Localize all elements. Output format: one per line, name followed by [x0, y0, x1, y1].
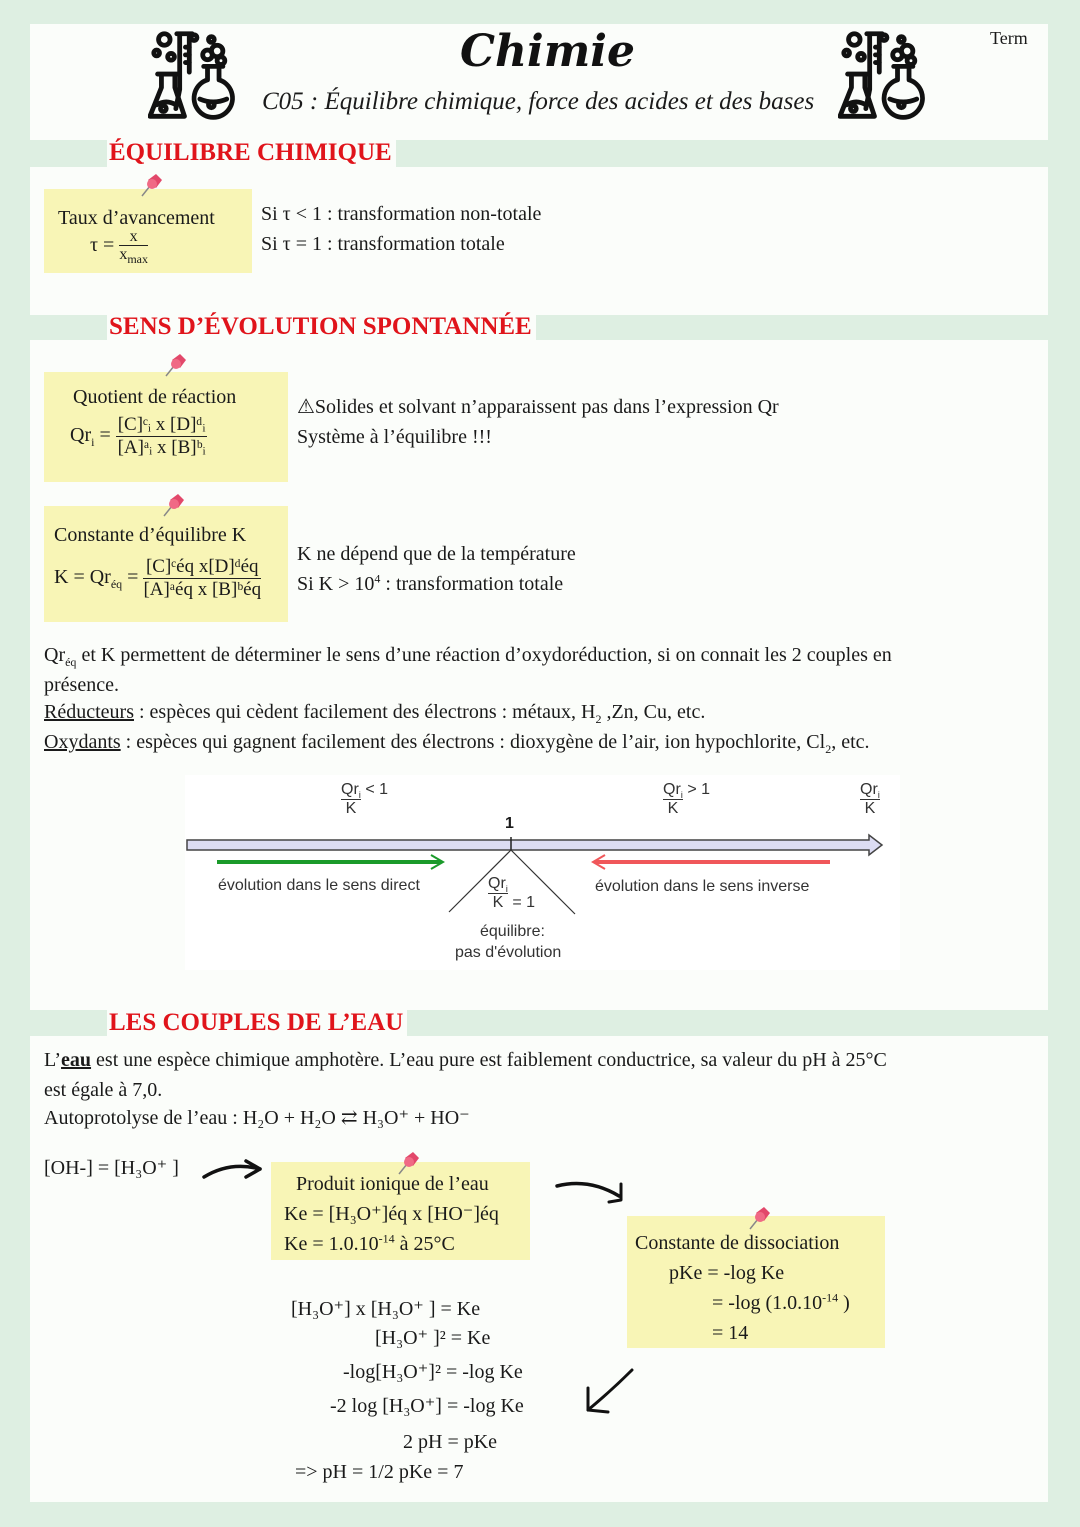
reducteurs-line [44, 697, 705, 727]
redox-paragraph-line1 [44, 640, 892, 670]
taux-denominator-sub: max [127, 252, 148, 267]
ratio-greater-than-one: $Qr_i$ K > 1 [663, 781, 711, 817]
ratio-equal-one: $Qr_i$ K = 1 [488, 875, 536, 911]
reducteurs-label: Réducteurs [44, 701, 134, 723]
page-title: Chimie [460, 26, 635, 77]
pushpin-icon [162, 352, 188, 378]
constante-equilibre-box [44, 506, 288, 622]
eau-keyword: eau [61, 1049, 92, 1071]
oxydants-sub: 2 [825, 742, 832, 756]
section-equilibre-panel [30, 167, 1048, 315]
derivation-step-2: [H₃O⁺ ]² = Ke [375, 1327, 491, 1349]
dissociation-line3: = 14 [712, 1322, 749, 1344]
constante-denominator: [A]ᵃéq x [B]ᵇéq [143, 579, 262, 600]
dissociation-label: Constante de dissociation [635, 1232, 840, 1254]
quotient-note-2: Système à l’équilibre !!! [297, 426, 492, 448]
curved-arrow-icon [202, 1157, 264, 1183]
oh-equals-h3o: [OH-] = [H₃O⁺ ] [44, 1157, 179, 1179]
qr-sub: éq [65, 655, 77, 669]
produit-formula: Ke = [H₃O⁺]éq x [HO⁻]éq [284, 1203, 499, 1225]
pushpin-icon [160, 492, 186, 518]
oxydants-text: : espèces qui gagnent facilement des électrons : dioxygène de l’air, ion hypochlorite, Cl [120, 731, 826, 753]
redox-text: et K permettent de déterminer le sens d’une réaction d’oxydoréduction, si on connait les 2 couples en [76, 644, 892, 666]
constante-note-2-exp: 4 [374, 571, 381, 586]
taux-label: Taux d’avancement [58, 207, 215, 229]
section-title-couples-eau: LES COUPLES DE L’EAU [107, 1008, 407, 1038]
derivation-step-3: -log[H₃O⁺]² = -log Ke [343, 1361, 523, 1383]
quotient-numerator: [C]ᶜᵢ x [D]ᵈᵢ [117, 414, 206, 435]
down-left-arrow-icon [582, 1366, 636, 1416]
constante-numerator: [C]ᶜéq x[D]ᵈéq [143, 556, 261, 579]
quotient-reaction-box [44, 372, 288, 482]
constante-dissociation-box [627, 1216, 885, 1348]
ratio-less-than-one: $Qr_i$ K < 1 [341, 781, 389, 817]
eau-intro-line2: est égale à 7,0. [44, 1079, 163, 1101]
taux-rule-1: Si τ < 1 : transformation non-totale [261, 203, 542, 225]
direct-evolution-label: évolution dans le sens direct [218, 877, 420, 894]
arrow-inverse-icon [593, 855, 830, 869]
oxydants-label: Oxydants [44, 731, 121, 753]
produit-ionique-box [271, 1162, 530, 1260]
constante-note-2 [297, 569, 563, 599]
taux-avancement-box [44, 189, 252, 273]
derivation-step-5: 2 pH = pKe [403, 1431, 498, 1453]
redox-paragraph-line2: présence. [44, 674, 119, 696]
dissociation-line2: = -log ($1.0.10^{-14}$ ) [712, 1290, 850, 1314]
qr-text: Qr [44, 644, 66, 666]
quotient-denominator: [A]ᵃᵢ x [B]ᵇᵢ [117, 437, 206, 458]
pushpin-icon [138, 172, 164, 198]
curved-arrow-icon [555, 1178, 627, 1208]
inverse-evolution-label: évolution dans le sens inverse [595, 878, 810, 895]
quotient-note-1: ⚠Solides et solvant n’apparaissent pas dans l’expression Qr [297, 396, 779, 418]
constante-formula: $K = Qr_{éq}$ = $\frac{\text{[C]ᶜéq x[D]ᵈéq}}{\text{[A]ᵃéq x [B]ᵇéq}}$ [54, 556, 262, 600]
header-panel [30, 24, 1048, 140]
page-subtitle: C05 : Équilibre chimique, force des acides et des bases [262, 88, 815, 115]
axis-label-ratio: $Qr_i$ K [860, 781, 880, 817]
pushpin-icon [395, 1150, 421, 1176]
taux-lhs: τ = [90, 234, 115, 257]
center-mark-one: 1 [505, 815, 514, 832]
reducteurs-text: : espèces qui cèdent facilement des électrons : métaux, H [133, 701, 596, 723]
oxydants-line [44, 727, 870, 757]
quotient-label: Quotient de réaction [73, 386, 237, 408]
derivation-step-6: => pH = 1/2 pKe = 7 [295, 1461, 464, 1483]
oxydants-end: , etc. [831, 731, 870, 753]
constante-note-1: K ne dépend que de la température [297, 543, 576, 565]
level-label: Term [990, 28, 1028, 48]
section-couples-eau-panel [30, 1036, 1048, 1502]
pushpin-icon [746, 1205, 772, 1231]
autoprotolyse-equation: Autoprotolyse de l’eau : H₂O + H₂O ⇄ H₃O⁺ + HO⁻ [44, 1107, 470, 1129]
evolution-diagram [185, 775, 900, 970]
equilibrium-label-2: pas d'évolution [455, 944, 562, 961]
section-title-equilibre: ÉQUILIBRE CHIMIQUE [107, 138, 396, 168]
equilibrium-label-1: équilibre: [480, 923, 545, 940]
constante-label: Constante d’équilibre K [54, 524, 247, 546]
produit-value: $Ke = 1.0.10^{-14}$ à 25°C [284, 1231, 455, 1255]
produit-label: Produit ionique de l’eau [296, 1173, 489, 1195]
constante-lhs: K = Qr [54, 566, 111, 589]
reducteurs-end: ,Zn, Cu, etc. [601, 701, 706, 723]
quotient-formula: $Qr_i$ = $\frac{\text{[C]ᶜᵢ x [D]ᵈᵢ}}{\text{[A]ᵃᵢ x [B]ᵇᵢ}}$ [70, 414, 206, 458]
taux-denominator: x [119, 246, 128, 263]
section-title-sens-evolution: SENS D’ÉVOLUTION SPONTANNÉE [107, 312, 536, 342]
reducteurs-sub: 2 [595, 712, 602, 726]
quotient-lhs-sub: i [91, 435, 95, 450]
constante-note-2-post: : transformation totale [380, 573, 564, 595]
taux-formula [90, 228, 148, 267]
dissociation-line1: pKe = -log Ke [669, 1262, 785, 1284]
constante-note-2-pre: Si K > 10 [297, 573, 375, 595]
chemistry-flasks-icon [148, 28, 244, 124]
derivation-step-1: [H₃O⁺] x [H₃O⁺ ] = Ke [291, 1298, 481, 1320]
arrow-direct-icon [217, 855, 443, 869]
constante-lhs-sub: éq [110, 577, 123, 592]
quotient-lhs: Qr [70, 424, 92, 447]
chemistry-flasks-icon [838, 28, 934, 124]
taux-rule-2: Si τ = 1 : transformation totale [261, 233, 505, 255]
eau-intro-line1: L’eau est une espèce chimique amphotère. L’eau pure est faiblement conductrice, sa valeur du pH à 25°C [44, 1049, 887, 1071]
derivation-step-4: -2 log [H₃O⁺] = -log Ke [330, 1395, 524, 1417]
taux-numerator: x [119, 229, 148, 246]
